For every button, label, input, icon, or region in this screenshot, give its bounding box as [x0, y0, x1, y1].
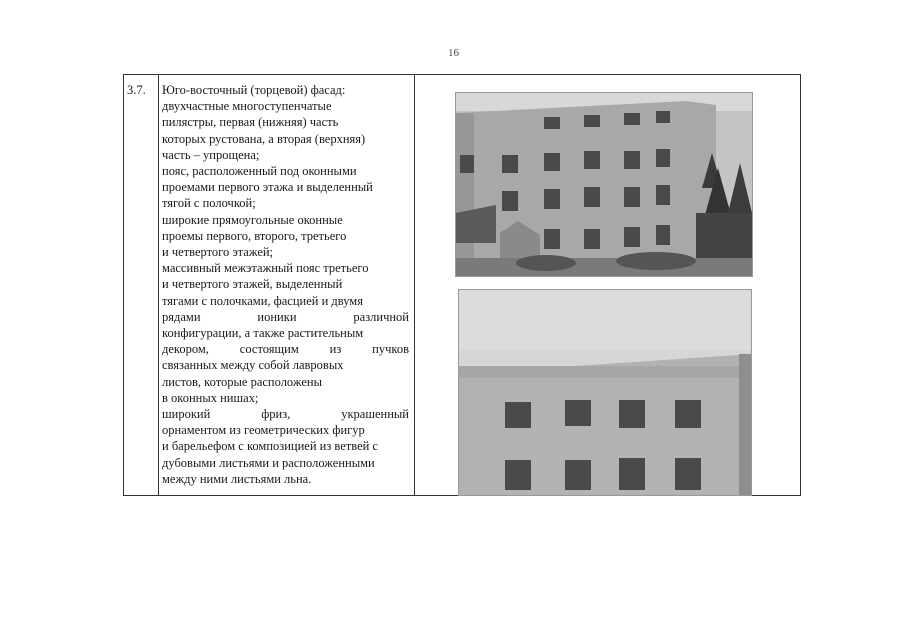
facade-photo-bottom: [458, 289, 752, 496]
description-line: проемы первого, второго, третьего: [162, 228, 347, 243]
description-line: широкий фриз, украшенный: [162, 407, 409, 422]
description-line: пилястры, первая (нижняя) часть: [162, 115, 339, 130]
description-line: тягой с полочкой;: [162, 196, 256, 211]
description-line: листов, которые расположены: [162, 374, 322, 389]
description-line: дубовыми листьями и расположенными: [162, 455, 375, 470]
description-line: проемами первого этажа и выделенный: [162, 180, 373, 195]
description-line: пояс, расположенный под оконными: [162, 164, 357, 179]
description-line: двухчастные многоступенчатые: [162, 99, 332, 114]
column-divider: [414, 75, 415, 495]
description-line: которых рустована, а вторая (верхняя): [162, 131, 366, 146]
description-line: массивный межэтажный пояс третьего: [162, 261, 369, 276]
facade-description: [162, 82, 409, 487]
description-line: широкие прямоугольные оконные: [162, 212, 343, 227]
description-line: рядами ионики различной: [162, 309, 409, 324]
description-line: часть – упрощена;: [162, 147, 260, 162]
description-line: и четвертого этажей;: [162, 245, 274, 260]
description-line: конфигурации, а также растительным: [162, 326, 364, 341]
description-line: связанных между собой лавровых: [162, 358, 344, 373]
description-line: и четвертого этажей, выделенный: [162, 277, 343, 292]
description-line: орнаментом из геометрических фигур: [162, 423, 365, 438]
description-line: декором, состоящим из пучков: [162, 342, 409, 357]
column-divider: [158, 75, 159, 495]
facade-photo-top: [455, 92, 753, 277]
description-line: Юго-восточный (торцевой) фасад:: [162, 83, 346, 97]
description-line: в оконных нишах;: [162, 390, 259, 405]
description-line: между ними листьями льна.: [162, 471, 312, 486]
description-table: [123, 74, 801, 496]
description-line: тягами с полочками, фасцией и двумя: [162, 293, 363, 308]
row-number: 3.7.: [127, 83, 146, 97]
description-line: и барельефом с композицией из ветвей с: [162, 439, 378, 454]
page-number: 16: [448, 47, 459, 59]
